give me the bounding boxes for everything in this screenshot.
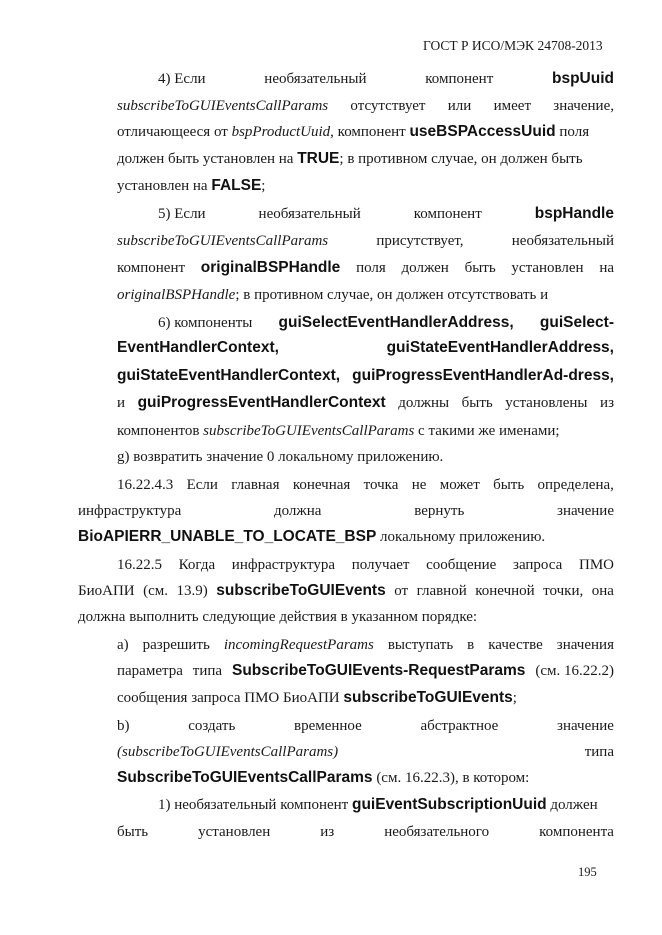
text-run: точки, <box>543 583 584 599</box>
bold-term: guiStateEventHandlerAddress, <box>386 339 614 356</box>
text-run: 6) компоненты <box>158 315 253 331</box>
text-run: абстрактное <box>420 718 499 734</box>
text-run: должна <box>274 503 322 519</box>
italic-term: originalBSPHandle <box>117 287 236 303</box>
text-line <box>117 822 614 842</box>
text-run: отличающееся от <box>117 124 232 140</box>
text-run: отсутствует <box>350 98 426 114</box>
text-run: необязательный <box>264 71 367 87</box>
text-run: в <box>467 637 475 653</box>
text-run: конечная <box>292 477 351 493</box>
text-line <box>78 527 614 547</box>
text-run: 4) Если <box>158 71 206 87</box>
text-line <box>117 231 614 251</box>
text-run: быть <box>461 395 493 411</box>
text-line <box>117 393 614 413</box>
bold-term: BioAPIERR_UNABLE_TO_LOCATE_BSP <box>78 528 377 545</box>
text-run: определена, <box>537 477 614 493</box>
text-run: присутствует, <box>376 233 464 249</box>
text-run: запроса <box>513 557 563 573</box>
text-run: 16.22.4.3 <box>117 477 174 493</box>
bold-term: guiSelect- <box>539 314 614 331</box>
text-run: ; <box>261 178 266 194</box>
text-line <box>158 795 614 815</box>
text-run: не <box>411 477 427 493</box>
text-line <box>117 258 614 278</box>
text-line <box>158 204 614 224</box>
text-run: компонентов <box>117 423 204 439</box>
text-run: значения <box>556 637 614 653</box>
bold-term: subscribeToGUIEvents <box>216 582 386 599</box>
text-run: , компонент <box>330 124 410 140</box>
text-run: от <box>394 583 409 599</box>
text-run: быть <box>493 477 525 493</box>
text-run: локальному приложению. <box>376 529 546 545</box>
text-line <box>117 421 614 441</box>
text-run: значение, <box>553 98 614 114</box>
text-line <box>78 607 614 627</box>
text-line <box>117 635 614 655</box>
text-run: выступать <box>387 637 454 653</box>
text-run: установлен <box>511 260 584 276</box>
bold-term: bspHandle <box>534 205 614 222</box>
text-run: поля <box>555 124 590 140</box>
text-run: должны <box>398 395 450 411</box>
italic-term: subscribeToGUIEventsCallParams <box>203 423 415 439</box>
text-run: с такими же именами; <box>414 423 560 439</box>
text-run: должна выполнить следующие действия в указанном порядке: <box>78 609 478 625</box>
bold-term: EventHandlerContext, <box>117 339 279 356</box>
text-line <box>117 555 614 575</box>
text-run: b) <box>117 718 130 734</box>
text-run: компонент <box>413 206 482 222</box>
bold-term: guiSelectEventHandlerAddress, <box>278 314 514 331</box>
bold-term: guiStateEventHandlerContext, <box>117 367 341 384</box>
text-line <box>78 501 614 521</box>
text-run: из <box>320 824 335 840</box>
text-run: ПМО <box>578 557 614 573</box>
text-run: она <box>591 583 614 599</box>
text-run: установлен на <box>117 178 212 194</box>
text-run: главной <box>416 583 467 599</box>
text-run: типа <box>192 663 223 679</box>
text-run: типа <box>584 744 614 760</box>
text-run: a) <box>117 637 129 653</box>
text-run: или <box>447 98 472 114</box>
text-run: получает <box>351 557 410 573</box>
text-line <box>117 149 614 169</box>
text-run: Если <box>186 477 218 493</box>
text-run: качестве <box>488 637 543 653</box>
text-line <box>117 96 614 116</box>
text-run: имеет <box>493 98 531 114</box>
bold-term: guiProgressEventHandlerAd-dress, <box>352 367 614 384</box>
text-run: (см. <box>143 583 169 599</box>
text-run: сообщение <box>426 557 497 573</box>
text-line <box>117 716 614 736</box>
text-run: Когда <box>178 557 216 573</box>
italic-term: incomingRequestParams <box>223 637 374 653</box>
text-line <box>78 581 614 601</box>
italic-term: bspProductUuid <box>231 124 331 140</box>
text-run: установлены <box>505 395 588 411</box>
text-line <box>117 122 614 142</box>
text-run: установлен <box>198 824 271 840</box>
italic-term: subscribeToGUIEventsCallParams <box>117 98 329 114</box>
text-run: конечной <box>475 583 535 599</box>
text-run: на <box>599 260 614 276</box>
text-run: БиоАПИ <box>78 583 135 599</box>
text-run: ; в противном случае, он должен отсутствовать и <box>235 287 549 303</box>
text-run: быть <box>117 824 149 840</box>
text-line <box>117 285 614 305</box>
text-run: необязательный <box>511 233 614 249</box>
text-run: компонента <box>539 824 614 840</box>
text-run: поля <box>356 260 386 276</box>
text-run: g) возвратить значение 0 локальному приложению. <box>117 449 444 465</box>
italic-term: (subscribeToGUIEventsCallParams) <box>117 744 339 760</box>
bold-term: originalBSPHandle <box>200 259 341 276</box>
text-run: должен <box>401 260 449 276</box>
bold-term: subscribeToGUIEvents <box>343 689 513 706</box>
text-run: (см. 16.22.2) <box>535 663 614 679</box>
text-run: может <box>439 477 480 493</box>
text-run: 1) необязательный компонент <box>158 797 352 813</box>
text-line <box>158 313 614 333</box>
text-run: инфраструктура <box>231 557 336 573</box>
text-run: из <box>600 395 614 411</box>
text-run: (см. 16.22.3), в котором: <box>372 770 530 786</box>
text-run: необязательный <box>258 206 361 222</box>
bold-term: SubscribeToGUIEvents-RequestParams <box>231 662 526 679</box>
text-run: ; <box>512 690 517 706</box>
text-run: значение <box>557 718 614 734</box>
text-line <box>117 688 614 708</box>
page-number: 195 <box>578 865 597 879</box>
text-run: ; в противном случае, он должен быть <box>339 151 583 167</box>
text-run: должен <box>546 797 598 813</box>
text-run: должен быть установлен на <box>117 151 298 167</box>
bold-term: bspUuid <box>551 70 614 87</box>
text-line <box>117 768 614 788</box>
bold-term: FALSE <box>211 177 262 194</box>
bold-term: TRUE <box>297 150 340 167</box>
text-run: необязательного <box>384 824 490 840</box>
text-line <box>117 742 614 762</box>
italic-term: subscribeToGUIEventsCallParams <box>117 233 329 249</box>
text-run: быть <box>464 260 496 276</box>
text-run: 13.9) <box>176 583 208 599</box>
text-run: вернуть <box>414 503 465 519</box>
text-run: 16.22.5 <box>117 557 162 573</box>
text-line <box>158 69 614 89</box>
bold-term: guiProgressEventHandlerContext <box>137 394 386 411</box>
text-run: точка <box>363 477 399 493</box>
text-run: главная <box>231 477 280 493</box>
text-line <box>117 661 614 681</box>
text-run: компонент <box>117 260 186 276</box>
text-line <box>117 475 614 495</box>
text-run: создать <box>188 718 236 734</box>
text-run: параметра <box>117 663 183 679</box>
bold-term: guiEventSubscriptionUuid <box>351 796 547 813</box>
text-run: компонент <box>425 71 494 87</box>
text-line <box>117 338 614 358</box>
document-header: ГОСТ Р ИСО/МЭК 24708-2013 <box>423 38 603 53</box>
text-run: временное <box>293 718 362 734</box>
bold-term: SubscribeToGUIEventsCallParams <box>117 769 373 786</box>
text-run: сообщения запроса ПМО БиоАПИ <box>117 690 344 706</box>
text-run: разрешить <box>142 637 210 653</box>
bold-term: useBSPAccessUuid <box>409 123 556 140</box>
text-run: значение <box>557 503 614 519</box>
text-run: инфраструктура <box>78 503 182 519</box>
text-line <box>117 176 614 196</box>
text-run: 5) Если <box>158 206 206 222</box>
text-run: и <box>117 395 126 411</box>
text-line <box>117 366 614 386</box>
text-line <box>117 447 614 467</box>
